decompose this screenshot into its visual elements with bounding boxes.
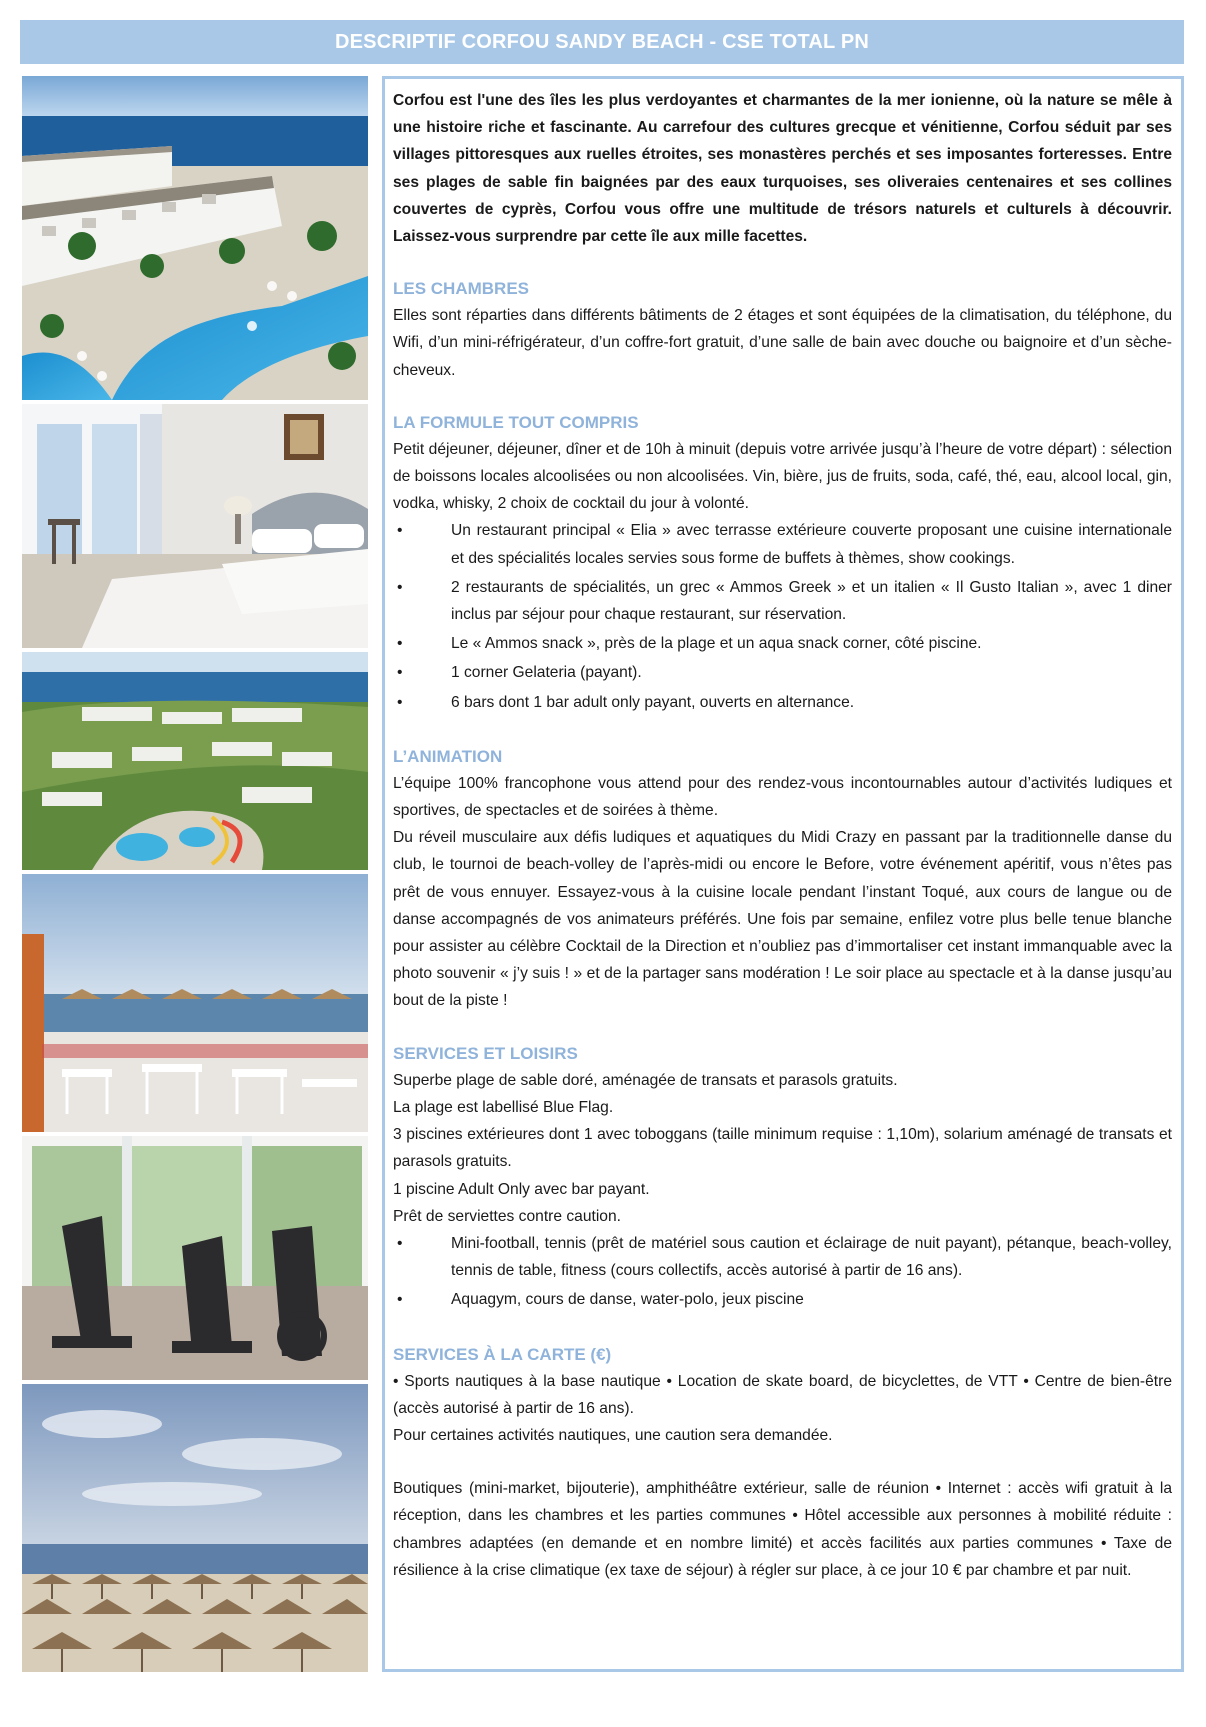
- list-item: • Mini-football, tennis (prêt de matériel sous caution et éclairage de nuit payant), pétanque, beach-volley, tennis de table, fitness (cours collectifs, accès autorisé à partir de 16 ans).: [393, 1230, 1172, 1284]
- list-item: • Un restaurant principal « Elia » avec terrasse extérieure couverte proposant une cuisine internationale et des spécialités locales servies sous forme de buffets à thèmes, show cookings.: [393, 517, 1172, 571]
- bullet: •: [397, 1234, 403, 1252]
- list-item: • Le « Ammos snack », près de la plage et un aqua snack corner, côté piscine.: [393, 630, 1172, 657]
- section-title-animation: L’ANIMATION: [393, 746, 503, 766]
- intro-paragraph: Corfou est l'une des îles les plus verdoyantes et charmantes de la mer ionienne, où la nature se mêle à une histoire riche et fascinante. Au carrefour des cultures grecque et vénitienne, Corfou séduit par ses villages pittoresques aux ruelles étroites, ses monastères perchés et ses imposantes forteresses. Entre ses plages de sable fin baignées par des eaux turquoises, ses oliveraies centenaires et ses collines couvertes de cyprès, Corfou vous offre une multitude de trésors naturels et culturels à découvrir. Laissez-vous surprendre par cette île aux mille facettes.: [393, 92, 1172, 246]
- services-list: [393, 1230, 1172, 1314]
- bullet: •: [397, 578, 403, 596]
- services-line: Prêt de serviettes contre caution.: [393, 1207, 621, 1225]
- services-line: 3 piscines extérieures dont 1 avec toboggans (taille minimum requise : 1,10m), solarium aménagé de transats et parasols gratuits.: [393, 1126, 1172, 1171]
- services-line: Superbe plage de sable doré, aménagée de transats et parasols gratuits.: [393, 1071, 898, 1089]
- list-item: • 1 corner Gelateria (payant).: [393, 659, 1172, 686]
- bullet: •: [397, 635, 403, 653]
- section-title-chambres: LES CHAMBRES: [393, 279, 530, 299]
- photo-twin-bedroom: [22, 404, 368, 648]
- formule-list: [393, 517, 1172, 715]
- page-title: DESCRIPTIF CORFOU SANDY BEACH - CSE TOTAL PN: [20, 20, 1184, 64]
- photo-fitness-room: [22, 1136, 368, 1380]
- description-panel: [382, 76, 1184, 1672]
- animation-text-2: Du réveil musculaire aux défis ludiques et aquatiques du Midi Crazy en passant par la traditionnelle danse du club, le tournoi de beach-volley de l’après-midi ou encore le Before, votre événement apéritif, vous n’êtes pas prêt de vous ennuyer. Essayez-vous à la cuisine locale pendant l’instant Toqué, aux cours de langue ou de danse accompagnés de vos animateurs préférés. Une fois par semaine, enfilez votre plus belle tenue blanche pour assister au célèbre Cocktail de la Direction et n’oubliez pas d’immortaliser cet instant immanquable avec la photo souvenir « j’y suis ! » et de la partager sans modération ! Le soir place au spectacle et à la danse jusqu’au bout de la piste !: [393, 829, 1172, 1010]
- carte-text-1: • Sports nautiques à la base nautique • Location de skate board, de bicyclettes, de VTT • Centre de bien-être (accès autorisé à partir de 16 ans).: [393, 1372, 1172, 1417]
- photo-beach-parasols: [22, 1384, 368, 1672]
- carte-text-3: Boutiques (mini-market, bijouterie), amphithéâtre extérieur, salle de réunion • Internet : accès wifi gratuit à la réception, dans les chambres et les parties communes • Hôtel accessible aux personnes à mobilité réduite : chambres adaptées (en demande et en nombre limité) et accès facilités aux parties communes • Taxe de résilience à la crise climatique (ex taxe de séjour) à régler sur place, à ce jour 10 € par chambre et par nuit.: [393, 1480, 1172, 1579]
- section-title-services: SERVICES ET LOISIRS: [393, 1043, 578, 1063]
- list-item: • 6 bars dont 1 bar adult only payant, ouverts en alternance.: [393, 689, 1172, 716]
- photo-sea-view-restaurant-terrace: [22, 874, 368, 1132]
- bullet: •: [397, 664, 403, 682]
- formule-text: Petit déjeuner, déjeuner, dîner et de 10h à minuit (depuis votre arrivée jusqu’à l’heure de votre départ) : sélection de boissons locales alcoolisées ou non alcoolisées. Vin, bière, jus de fruits, soda, café, thé, eau, alcool local, gin, vodka, whisky, 2 choix de cocktail du jour à volonté.: [393, 440, 1173, 513]
- section-title-formule: LA FORMULE TOUT COMPRIS: [393, 412, 639, 432]
- bullet: •: [397, 1291, 403, 1309]
- chambres-text: Elles sont réparties dans différents bâtiments de 2 étages et sont équipées de la climatisation, du téléphone, du Wifi, d’un mini-réfrigérateur, d’un coffre-fort gratuit, d’une salle de bain avec douche ou baignoire et d’un sèche-cheveux.: [393, 307, 1172, 379]
- bullet: •: [397, 693, 403, 711]
- bullet: •: [397, 522, 403, 540]
- list-item: • Aquagym, cours de danse, water-polo, jeux piscine: [393, 1286, 1172, 1313]
- list-item: • 2 restaurants de spécialités, un grec « Ammos Greek » et un italien « Il Gusto Italian », avec 1 diner inclus par séjour pour chaque restaurant, sur réservation.: [393, 574, 1172, 628]
- section-title-carte: SERVICES À LA CARTE (€): [393, 1344, 612, 1364]
- services-line: 1 piscine Adult Only avec bar payant.: [393, 1180, 650, 1198]
- photo-hotel-pool-aerial: [22, 76, 368, 400]
- photo-resort-aerial-waterpark: [22, 652, 368, 870]
- carte-text-2: Pour certaines activités nautiques, une caution sera demandée.: [393, 1426, 833, 1444]
- services-line: La plage est labellisé Blue Flag.: [393, 1098, 614, 1116]
- animation-text-1: L’équipe 100% francophone vous attend pour des rendez-vous incontournables autour d’activités ludiques et sportives, de spectacles et de soirées à thème.: [393, 774, 1172, 820]
